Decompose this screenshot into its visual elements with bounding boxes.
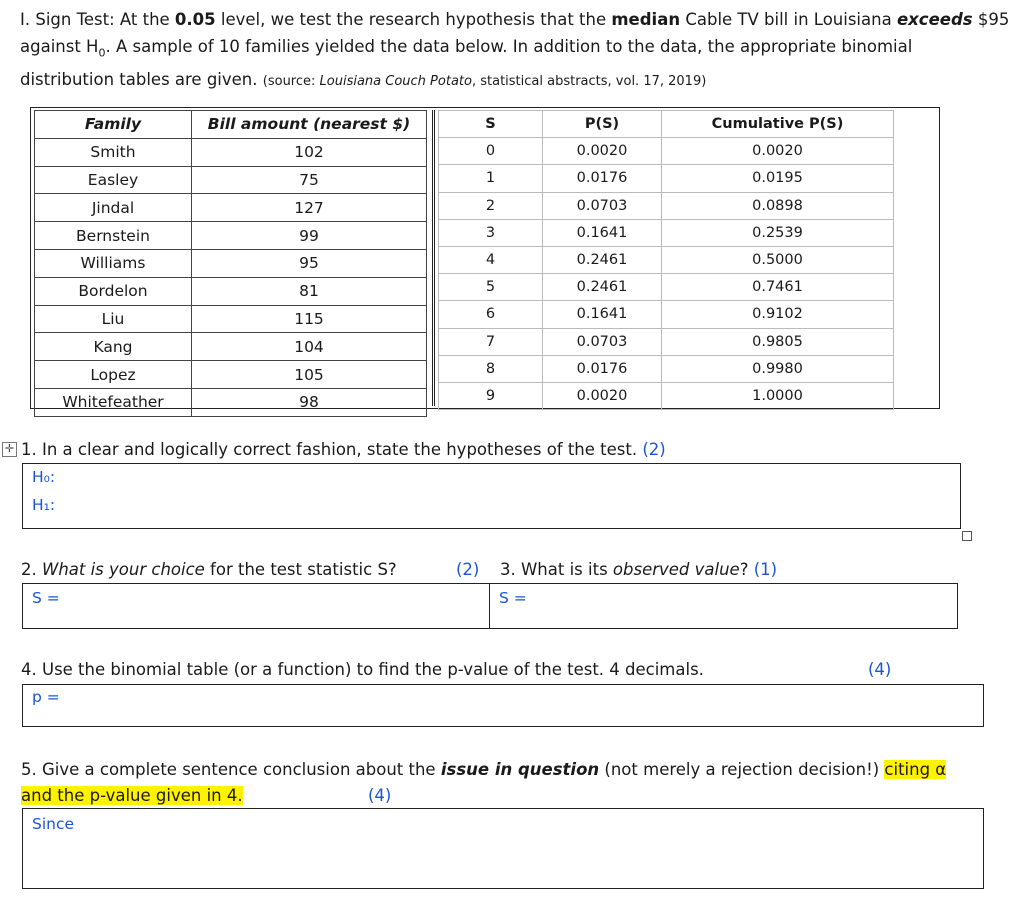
bill-amount-cell: 81 (192, 277, 427, 305)
bill-amount-cell: 127 (192, 194, 427, 222)
bill-amount-cell: 99 (192, 222, 427, 250)
table-row (35, 361, 427, 389)
p-value-label: p = (32, 688, 60, 706)
question-5-points: (4) (368, 786, 392, 805)
bill-amount-cell: 95 (192, 249, 427, 277)
s-choice-field[interactable]: S = (32, 589, 60, 607)
cumulative-cell: 0.0195 (662, 165, 894, 192)
table-row (35, 277, 427, 305)
ps-cell: 0.1641 (543, 219, 662, 246)
question-2: 2. What is your choice for the test statistic S? (21, 560, 397, 579)
cumulative-cell: 1.0000 (662, 382, 894, 409)
cumulative-header: Cumulative P(S) (662, 111, 894, 138)
family-name-cell: Williams (35, 249, 192, 277)
intro-paragraph: I. Sign Test: At the 0.05 level, we test the research hypothesis that the median Cable TV bill in Louisiana exceeds $95 against $H_0$. A sample of 10 families yielded the data below. In addition to the data, the appropriate binomial distribution tables are given. (source: Louisiana Couch Potato, statistical abstracts, vol. 17, 2019) (20, 10, 1010, 90)
s-cell: 2 (439, 192, 543, 219)
cumulative-cell: 0.0898 (662, 192, 894, 219)
cumulative-cell: 0.9805 (662, 328, 894, 355)
question-4-points: (4) (868, 660, 892, 679)
ps-cell: 0.1641 (543, 301, 662, 328)
ps-cell: 0.0176 (543, 355, 662, 382)
resize-handle[interactable] (962, 531, 972, 541)
cumulative-cell: 0.9980 (662, 355, 894, 382)
binomial-table (438, 110, 894, 410)
family-bill-table (34, 110, 427, 417)
question-2-points: (2) (456, 560, 480, 579)
bill-amount-cell: 75 (192, 166, 427, 194)
move-anchor-icon[interactable]: ✛ (2, 442, 17, 457)
family-name-cell: Bernstein (35, 222, 192, 250)
question-4: 4. Use the binomial table (or a function) to find the p-value of the test. 4 decimals. (21, 660, 704, 679)
table-row (35, 222, 427, 250)
family-name-cell: Kang (35, 333, 192, 361)
table-row (35, 138, 427, 166)
table-row (439, 192, 894, 219)
ps-cell: 0.2461 (543, 246, 662, 273)
table-row (35, 333, 427, 361)
family-header: Family (35, 111, 192, 139)
family-name-cell: Easley (35, 166, 192, 194)
table-row (35, 166, 427, 194)
table-row (35, 249, 427, 277)
ps-cell: 0.0703 (543, 192, 662, 219)
family-name-cell: Whitefeather (35, 388, 192, 416)
cumulative-cell: 0.7461 (662, 274, 894, 301)
hypotheses-answer-box[interactable] (22, 463, 961, 529)
ps-cell: 0.0703 (543, 328, 662, 355)
question-5-line1: 5. Give a complete sentence conclusion about the issue in question (not merely a rejection decision!) citing α (21, 760, 947, 779)
conclusion-answer-box[interactable] (22, 808, 984, 889)
s-observed-field[interactable]: S = (499, 589, 527, 607)
h1-label: H₁: (32, 496, 56, 514)
table-row (439, 165, 894, 192)
s-cell: 6 (439, 301, 543, 328)
table-row (35, 194, 427, 222)
table-row (439, 219, 894, 246)
statistic-answer-box (22, 583, 958, 629)
family-name-cell: Smith (35, 138, 192, 166)
table-row (439, 355, 894, 382)
bill-header: Bill amount (nearest $) (192, 111, 427, 139)
p-value-answer-box[interactable] (22, 684, 984, 727)
bill-amount-cell: 115 (192, 305, 427, 333)
s-cell: 7 (439, 328, 543, 355)
cumulative-cell: 0.9102 (662, 301, 894, 328)
question-3: 3. What is its observed value? (1) (500, 560, 778, 579)
conclusion-start: Since (32, 815, 75, 833)
bill-amount-cell: 105 (192, 361, 427, 389)
family-name-cell: Lopez (35, 361, 192, 389)
s-header: S (439, 111, 543, 138)
h0-label: H₀: (32, 468, 56, 486)
bill-amount-cell: 98 (192, 388, 427, 416)
table-row (439, 301, 894, 328)
family-name-cell: Bordelon (35, 277, 192, 305)
bill-amount-cell: 102 (192, 138, 427, 166)
answer-divider (489, 584, 490, 628)
table-row (439, 246, 894, 273)
s-cell: 5 (439, 274, 543, 301)
ps-cell: 0.0020 (543, 382, 662, 409)
s-cell: 3 (439, 219, 543, 246)
table-row (439, 382, 894, 409)
s-cell: 8 (439, 355, 543, 382)
question-1: 1. In a clear and logically correct fashion, state the hypotheses of the test. (2) (21, 440, 666, 459)
cumulative-cell: 0.2539 (662, 219, 894, 246)
cumulative-cell: 0.0020 (662, 138, 894, 165)
s-cell: 4 (439, 246, 543, 273)
table-row (439, 328, 894, 355)
s-cell: 9 (439, 382, 543, 409)
bill-amount-cell: 104 (192, 333, 427, 361)
question-5-line2: and the p-value given in 4. (21, 786, 243, 805)
table-divider (432, 110, 435, 406)
table-row (35, 388, 427, 416)
family-name-cell: Liu (35, 305, 192, 333)
ps-cell: 0.0176 (543, 165, 662, 192)
source-citation: (source: Louisiana Couch Potato, statistical abstracts, vol. 17, 2019) (262, 74, 707, 90)
table-row (35, 305, 427, 333)
cumulative-cell: 0.5000 (662, 246, 894, 273)
family-name-cell: Jindal (35, 194, 192, 222)
s-cell: 0 (439, 138, 543, 165)
ps-cell: 0.0020 (543, 138, 662, 165)
ps-header: P(S) (543, 111, 662, 138)
ps-cell: 0.2461 (543, 274, 662, 301)
table-row (439, 138, 894, 165)
s-cell: 1 (439, 165, 543, 192)
table-row (439, 274, 894, 301)
